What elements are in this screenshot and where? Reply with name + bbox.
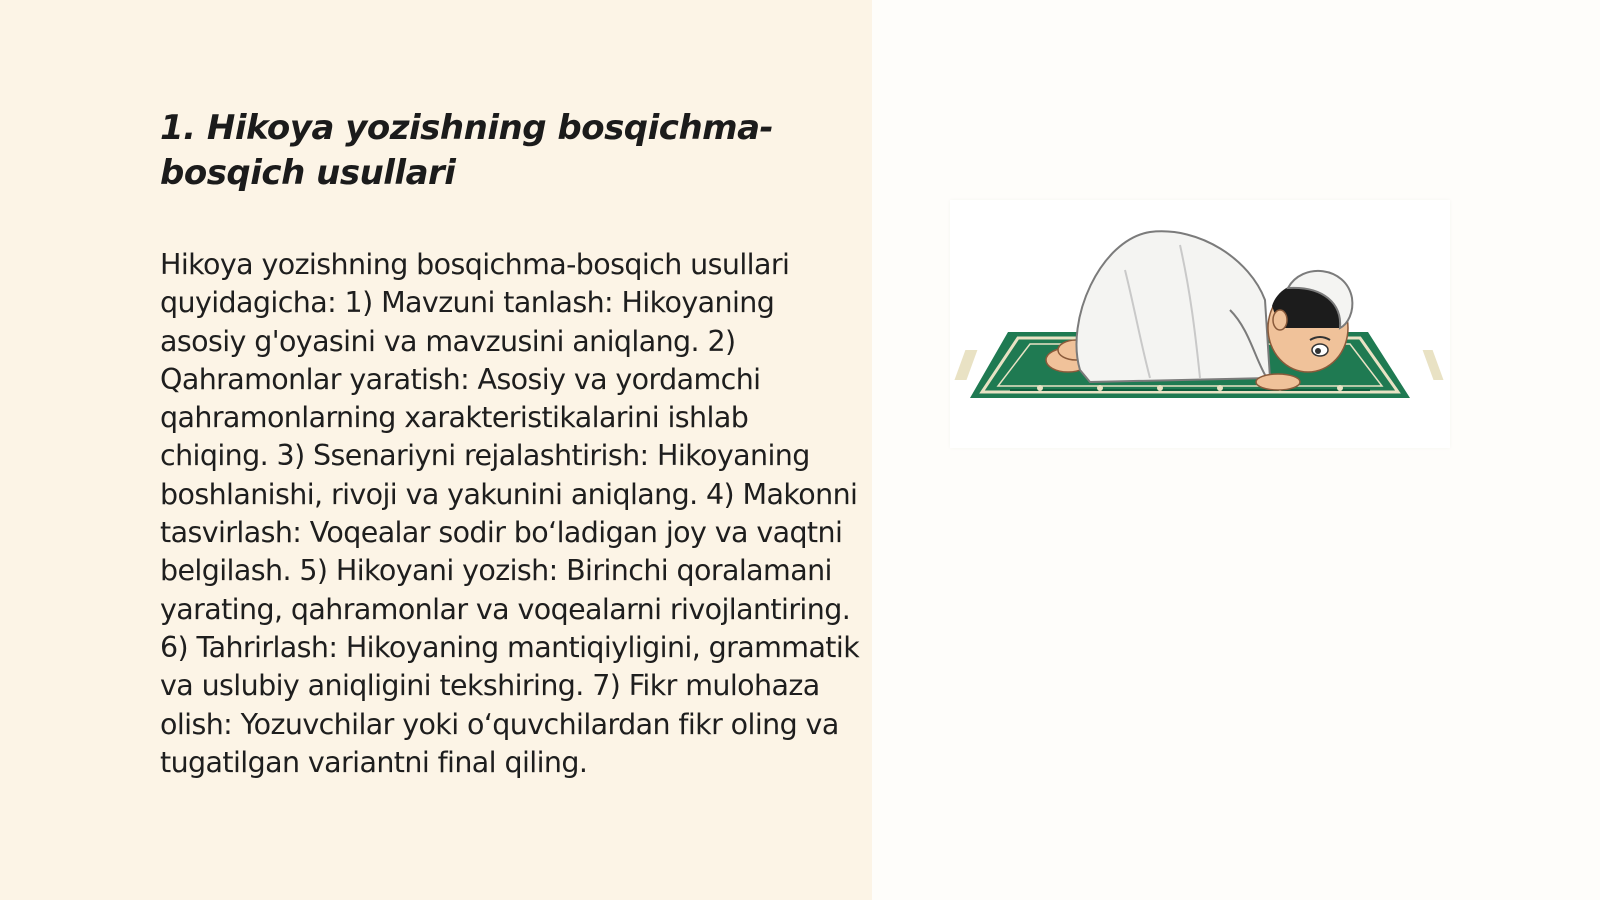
illustration-frame — [950, 200, 1450, 448]
praying-person-illustration — [950, 200, 1450, 448]
image-panel — [872, 0, 1600, 900]
slide-body-text: Hikoya yozishning bosqichma-bosqich usullari quyidagicha: 1) Mavzuni tanlash: Hikoyaning asosiy g'oyasini va mavzusini aniqlang. 2) Qahramonlar yaratish: Asosiy va yordamchi qahramonlarning xarakteristikalarini ishlab chiqing. 3) Ssenariyni rejalashtirish: Hikoyaning boshlanishi, rivoji va yakunini aniqlang. 4) Makonni tasvirlash: Voqealar sodir boʻladigan joy va vaqtni belgilash. 5) Hikoyani yozish: Birinchi qoralamani yarating, qahramonlar va voqealarni rivojlantiring. 6) Tahrirlash: Hikoyaning mantiqiyligini, grammatik va uslubiy aniqligini tekshiring. 7) Fikr mulohaza olish: Yozuvchilar yoki oʻquvchilardan fikr oling va tugatilgan variantni final qiling. — [160, 248, 860, 779]
praying-person-icon — [1046, 231, 1352, 390]
slide-title: 1. Hikoya yozishning bosqichma-bosqich usullari — [160, 108, 774, 193]
